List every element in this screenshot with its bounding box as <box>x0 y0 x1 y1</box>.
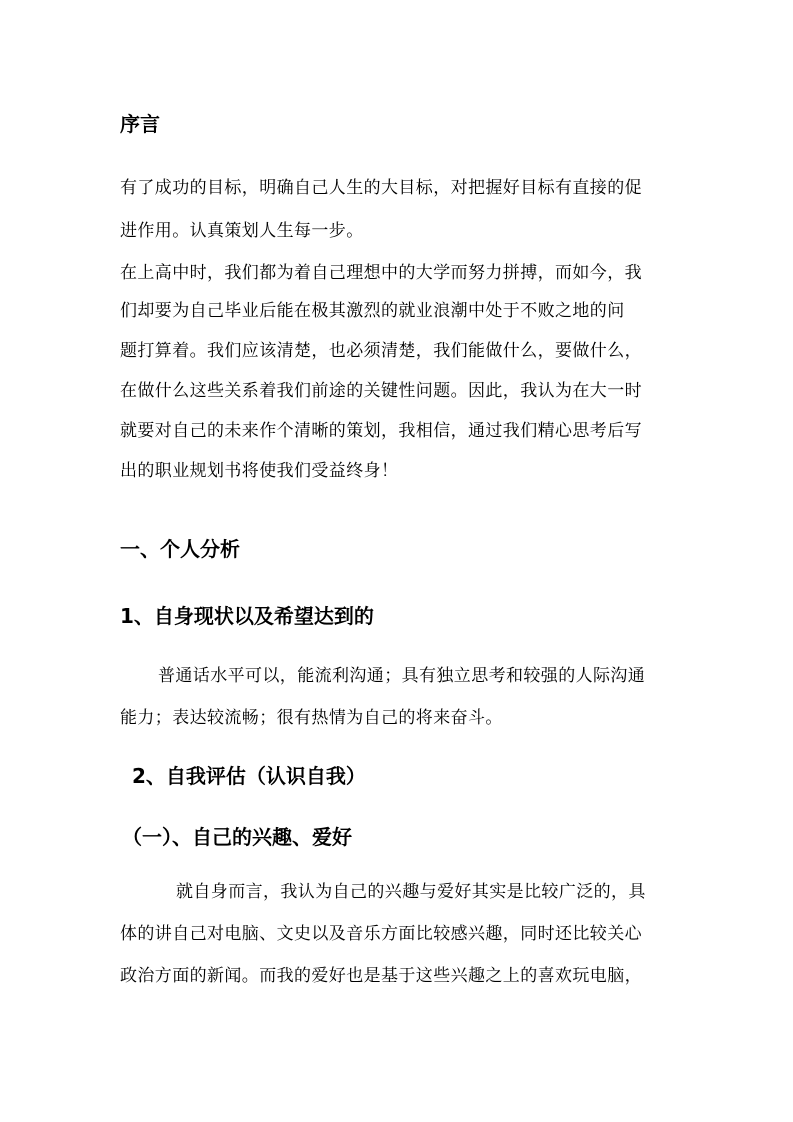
text-line: 在上高中时，我们都为着自己理想中的大学而努力拼搏，而如今，我 <box>120 263 642 283</box>
text-line: 题打算着。我们应该清楚，也必须清楚，我们能做什么，要做什么， <box>120 341 642 361</box>
text-line: 有了成功的目标，明确自己人生的大目标，对把握好目标有直接的促 <box>120 178 642 198</box>
text-line: 就要对自己的未来作个清晰的策划，我相信，通过我们精心思考后写 <box>120 421 642 441</box>
text-line: 就自身而言，我认为自己的兴趣与爱好其实是比较广泛的，具 <box>176 882 646 902</box>
text-line: 政治方面的新闻。而我的爱好也是基于这些兴趣之上的喜欢玩电脑， <box>120 966 642 986</box>
text-line: 能力；表达较流畅；很有热情为自己的将来奋斗。 <box>120 708 503 728</box>
text-line: 体的讲自己对电脑、文史以及音乐方面比较感兴趣，同时还比较关心 <box>120 924 642 944</box>
subsection-1-title: 1、自身现状以及希望达到的 <box>120 604 374 628</box>
text-line: 们却要为自己毕业后能在极其激烈的就业浪潮中处于不败之地的问 <box>120 301 625 321</box>
text-line: 在做什么这些关系着我们前途的关键性问题。因此，我认为在大一时 <box>120 381 642 401</box>
part-1-title: （一）、自己的兴趣、爱好 <box>122 825 352 849</box>
section-1-title: 一、个人分析 <box>120 537 240 561</box>
subsection-2-title: 2、自我评估（认识自我） <box>132 764 366 788</box>
preface-title: 序言 <box>120 112 160 136</box>
text-line: 出的职业规划书将使我们受益终身！ <box>120 461 399 481</box>
text-line: 普通话水平可以，能流利沟通；具有独立思考和较强的人际沟通 <box>158 666 646 686</box>
text-line: 进作用。认真策划人生每一步。 <box>120 221 364 241</box>
